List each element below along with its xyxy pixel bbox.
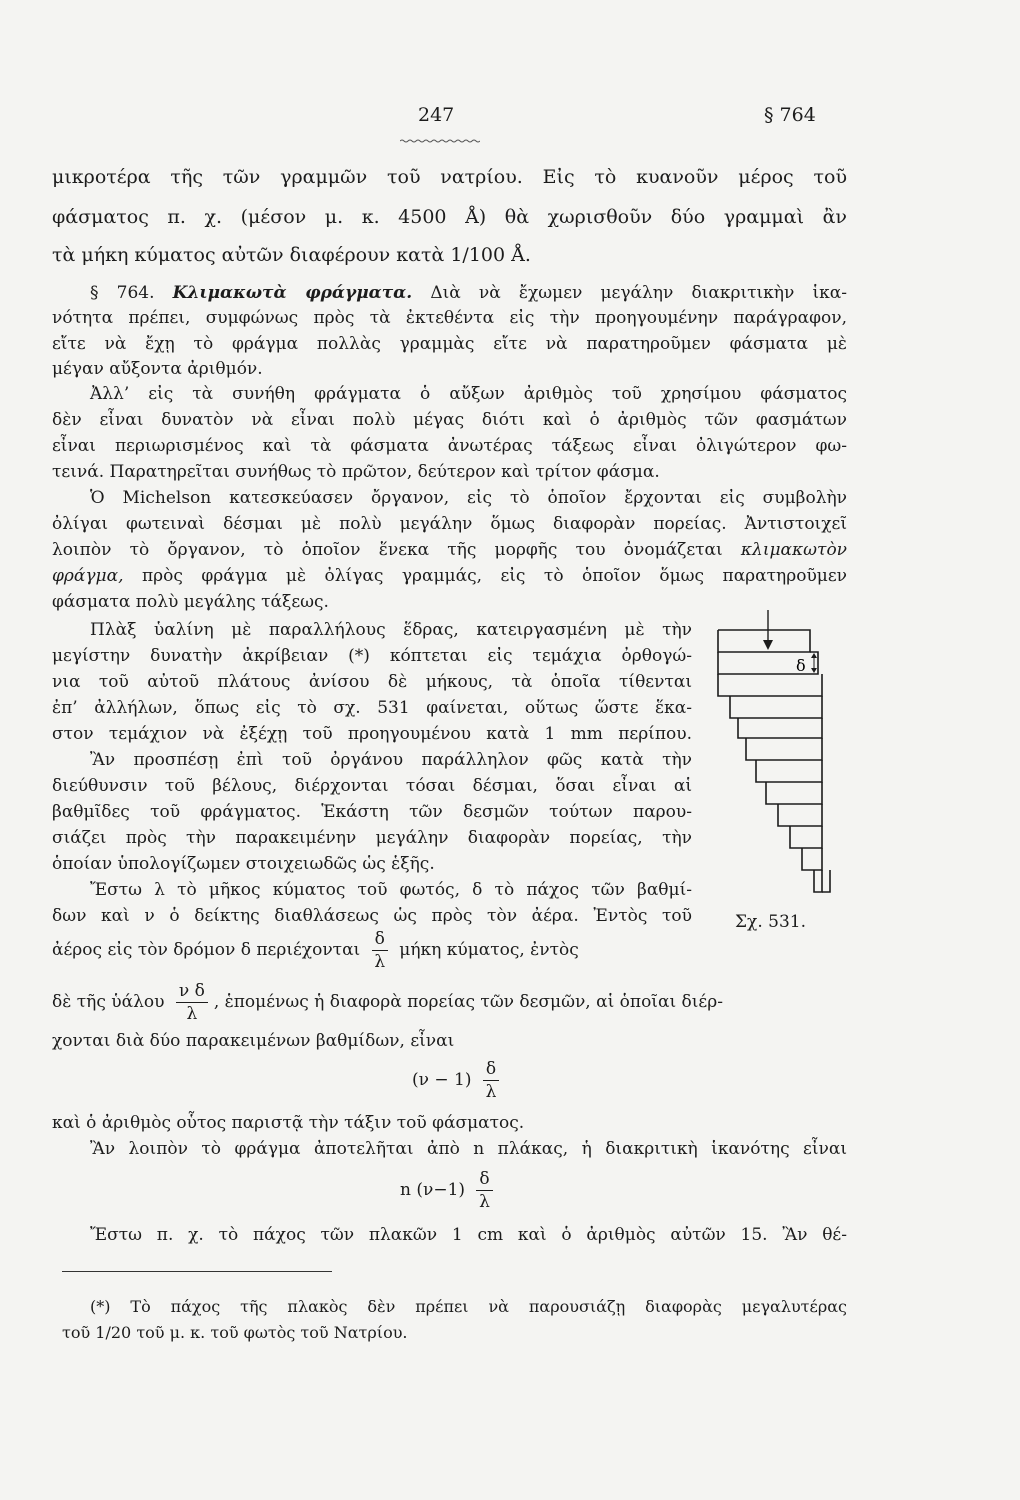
text-run: δὲ τῆς ὑάλου [52, 992, 165, 1012]
section-number: § 764 [764, 104, 816, 126]
equation-prefix: n (ν−1) [400, 1180, 466, 1200]
text-line: μέγαν αὔξοντα ἀριθμόν. [52, 359, 263, 379]
thickness-marker-head [811, 653, 817, 658]
text-line: καὶ ὁ ἀριθμὸς οὗτος παριστᾷ τὴν τάξιν τοῦ φάσματος. [52, 1113, 525, 1133]
numerator: δ [476, 1168, 492, 1191]
text-line: Ἂν προσπέσῃ ἐπὶ τοῦ ὀργάνου παράλληλον φῶς κατὰ τὴν [90, 750, 692, 770]
footnote-line: (*) Τὸ πάχος τῆς πλακὸς δὲν πρέπει νὰ παρουσιάζῃ διαφορὰς μεγαλυτέρας [90, 1297, 847, 1316]
denominator: λ [186, 1004, 198, 1024]
text-line: εἴτε νὰ ἔχῃ τὸ φράγμα πολλὰς γραμμὰς εἴτε νὰ παρατηροῦμεν φάσματα μὲ [52, 334, 847, 354]
text-line: νια τοῦ αὐτοῦ πλάτους ἀνίσου δὲ μήκους, τὰ ὁποῖα τίθενται [52, 672, 692, 692]
text-run: λοιπὸν τὸ ὄργανον, τὸ ὁποῖον ἕνεκα τῆς μορφῆς του ὀνομάζεται [52, 540, 723, 560]
text-run: πρὸς φράγμα μὲ ὀλίγας γραμμάς, εἰς τὸ ὁποῖον ὅμως παρατηροῦμεν [141, 566, 848, 586]
text-line-with-fraction [52, 980, 723, 1025]
text-line: σιάζει πρὸς τὴν παρακειμένην μεγάλην διαφορὰν πορείας, τὴν [52, 828, 692, 848]
text-line: διεύθυνσιν τοῦ βέλους, διέρχονται τόσαι δέσμαι, ὅσαι εἶναι αἱ [52, 776, 692, 796]
text-line: νότητα πρέπει, συμφώνως πρὸς τὰ ἐκτεθέντα εἰς τὴν προηγουμένην παράγραφον, [52, 308, 847, 328]
text-line: μικροτέρα τῆς τῶν γραμμῶν τοῦ νατρίου. Εἰς τὸ κυανοῦν μέρος τοῦ [52, 166, 847, 188]
text-line: ὀλίγαι φωτειναὶ δέσμαι μὲ πολὺ μεγάλην ὅμως διαφορὰν πορείας. Ἀντιστοιχεῖ [52, 514, 847, 534]
fraction-nu-delta-over-lambda [176, 980, 208, 1025]
text-line: δὲν εἶναι δυνατὸν νὰ εἶναι πολὺ μέγας διότι καὶ ὁ ἀριθμὸς τῶν φασμάτων [52, 410, 847, 430]
footnote-rule [62, 1271, 332, 1272]
text-line: ἐπ’ ἀλλήλων, ὅπως εἰς τὸ σχ. 531 φαίνεται, οὕτως ὥστε ἕκα- [52, 698, 692, 718]
text-line: τὰ μήκη κύματος αὐτῶν διαφέρουν κατὰ 1/100 Å. [52, 244, 531, 266]
text-line: Ὁ Michelson κατεσκεύασεν ὄργανον, εἰς τὸ ὁποῖον ἔρχονται εἰς συμβολὴν [90, 488, 847, 508]
footnote-line: τοῦ 1/20 τοῦ μ. κ. τοῦ φωτὸς τοῦ Νατρίου. [62, 1323, 408, 1342]
delta-label: δ [796, 656, 806, 675]
page-number: 247 [418, 104, 455, 126]
text-line: Ἔστω λ τὸ μῆκος κύματος τοῦ φωτός, δ τὸ πάχος τῶν βαθμί- [90, 880, 692, 900]
arrow-head [763, 640, 773, 650]
thickness-marker-head [811, 668, 817, 673]
numerator: ν δ [176, 980, 208, 1003]
italic-term: κλιμακωτὸν [740, 540, 848, 560]
text-run: Διὰ νὰ ἔχωμεν μεγάλην διακριτικὴν ἱκα- [430, 283, 847, 303]
text-run: ἀέρος εἰς τὸν δρόμον δ περιέχονται [52, 940, 361, 960]
echelon-grating-figure [700, 608, 850, 908]
fraction-delta-over-lambda [483, 1058, 499, 1103]
text-line: μεγίστην δυνατὴν ἀκρίβειαν (*) κόπτεται εἰς τεμάχια ὀρθογώ- [52, 646, 692, 666]
text-line [52, 565, 847, 587]
text-line: Ἔστω π. χ. τὸ πάχος τῶν πλακῶν 1 cm καὶ ὁ ἀριθμὸς αὐτῶν 15. Ἂν θέ- [90, 1225, 847, 1245]
equation-prefix: (ν − 1) [412, 1070, 472, 1090]
text-line: χονται διὰ δύο παρακειμένων βαθμίδων, εἶναι [52, 1031, 455, 1051]
text-line: δων καὶ ν ὁ δείκτης διαθλάσεως ὡς πρὸς τὸν ἀέρα. Ἐντὸς τοῦ [52, 906, 692, 926]
text-line: Πλὰξ ὑαλίνη μὲ παραλλήλους ἕδρας, κατειργασμένη μὲ τὴν [90, 620, 692, 640]
text-run: μήκη κύματος, ἐντὸς [399, 940, 579, 960]
text-line-with-fraction [52, 928, 579, 973]
text-line: βαθμῖδες τοῦ φράγματος. Ἑκάστη τῶν δεσμῶν τούτων παρου- [52, 802, 692, 822]
section-ref: § 764. [90, 283, 155, 303]
italic-term: φράγμα, [52, 566, 124, 586]
numerator: δ [372, 928, 388, 951]
text-line: τεινά. Παρατηρεῖται συνήθως τὸ πρῶτον, δεύτερον καὶ τρίτον φάσμα. [52, 462, 660, 482]
text-line: φάσματος π. χ. (μέσον μ. κ. 4500 Å) θὰ χωρισθοῦν δύο γραμμαὶ ἂν [52, 206, 847, 228]
text-line: Ἂν λοιπὸν τὸ φράγμα ἀποτελῆται ἀπὸ n πλάκας, ἡ διακριτικὴ ἱκανότης εἶναι [90, 1139, 847, 1159]
figure-caption: Σχ. 531. [735, 912, 806, 932]
text-line [52, 539, 847, 561]
text-line: φάσματα πολὺ μεγάλης τάξεως. [52, 592, 329, 612]
text-run: , ἑπομένως ἡ διαφορὰ πορείας τῶν δεσμῶν, αἱ ὁποῖαι διέρ- [213, 992, 723, 1012]
text-line: στον τεμάχιον νὰ ἐξέχῃ τοῦ προηγουμένου κατὰ 1 mm περίπου. [52, 724, 692, 744]
equation-resolving-power [400, 1168, 499, 1213]
text-line: εἶναι περιωρισμένος καὶ τὰ φάσματα ἀνωτέρας τάξεως εἶναι ὀλιγώτερον φω- [52, 436, 847, 456]
fraction-delta-over-lambda [476, 1168, 492, 1213]
text-line: Ἀλλ’ εἰς τὰ συνήθη φράγματα ὁ αὔξων ἀριθμὸς τοῦ χρησίμου φάσματος [90, 384, 847, 404]
equation-order [412, 1058, 505, 1103]
section-title: Κλιμακωτὰ φράγματα. [172, 283, 413, 303]
fraction-delta-over-lambda [372, 928, 388, 973]
denominator: λ [479, 1192, 490, 1212]
text-line [90, 282, 847, 304]
denominator: λ [374, 952, 386, 972]
denominator: λ [485, 1082, 497, 1102]
decorative-squiggle [400, 139, 480, 143]
numerator: δ [483, 1058, 499, 1081]
text-line: ὁποίαν ὑπολογίζωμεν στοιχειωδῶς ὡς ἑξῆς. [52, 854, 435, 874]
